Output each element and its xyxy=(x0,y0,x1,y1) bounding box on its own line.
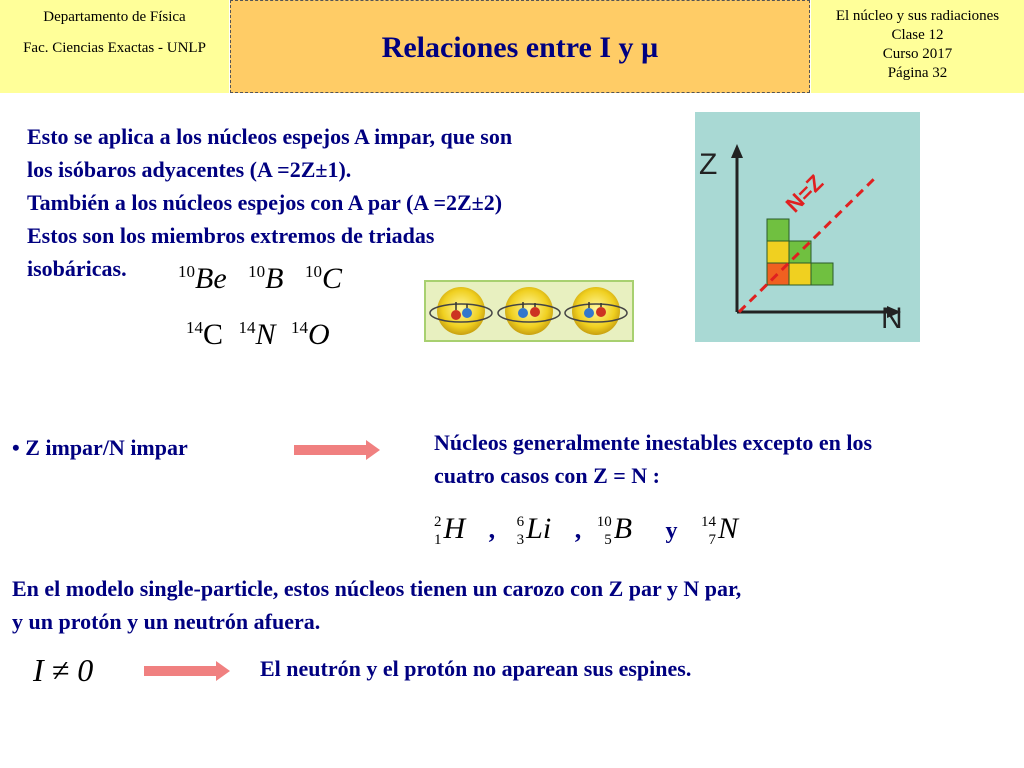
n-equals-z-label: N=Z xyxy=(780,169,829,218)
intro-line: isobáricas. xyxy=(27,256,127,281)
intro-paragraph xyxy=(27,120,687,285)
separator-comma: , xyxy=(488,515,496,544)
isobar-triad-a14 xyxy=(186,318,330,352)
result-line: Núcleos generalmente inestables excepto en los xyxy=(434,430,873,455)
isotope-be10: $^{10}$Be xyxy=(178,262,227,295)
isobar-triad-a10 xyxy=(178,262,342,296)
nuclide-h2: 2 1 H xyxy=(434,512,466,549)
conclusion-text: El neutrón y el protón no aparean sus espines. xyxy=(260,656,692,681)
intro-line: Esto se aplica a los núcleos espejos A impar, que son xyxy=(27,124,513,149)
odd-odd-bullet: • Z impar/N impar xyxy=(12,435,188,460)
intro-line: Estos son los miembros extremos de triadas xyxy=(27,223,435,248)
z-axis-label: Z xyxy=(699,148,718,181)
arrow-right-icon xyxy=(144,661,234,681)
isotope-c10: $^{10}$C xyxy=(304,262,342,295)
course-name: El núcleo y sus radiaciones xyxy=(835,8,1000,24)
class-number: Clase 12 xyxy=(891,27,944,43)
course-year: Curso 2017 xyxy=(882,46,953,62)
intro-line: También a los núcleos espejos con A par (A =2Z±2) xyxy=(27,190,503,215)
intro-line: los isóbaros adyacentes (A =2Z±1). xyxy=(27,157,352,182)
nuclide-li6: 6 3 Li xyxy=(516,512,552,549)
nucleus-2 xyxy=(498,287,560,335)
spin-formula: I ≠ 0 xyxy=(33,652,94,688)
isotope-o14: $^{14}$O xyxy=(291,318,330,351)
header-left-panel xyxy=(0,0,229,93)
arrow-right-icon xyxy=(294,440,384,460)
isotope-c14: $^{14}$C xyxy=(186,318,224,351)
odd-odd-result xyxy=(434,426,1014,492)
n-axis-label: N xyxy=(881,302,903,335)
nuclei-illustration-svg xyxy=(426,282,632,340)
isotope-b10: $^{10}$B xyxy=(248,262,284,295)
model-line: y un protón y un neutrón afuera. xyxy=(12,609,321,634)
nuclide-list xyxy=(434,512,738,549)
separator-and: y xyxy=(665,518,678,544)
nuclide-n14: 14 7 N xyxy=(701,512,739,549)
nuclide-b10: 10 5 B xyxy=(596,512,633,549)
header-title-panel xyxy=(230,0,810,93)
department-label: Departamento de Física xyxy=(43,9,186,25)
result-line: cuatro casos con Z = N : xyxy=(434,463,661,488)
separator-comma: , xyxy=(574,515,582,544)
isotope-n14: $^{14}$N xyxy=(238,318,276,351)
page-number: Página 32 xyxy=(887,65,948,81)
nucleus-3 xyxy=(565,287,627,335)
model-line: En el modelo single-particle, estos núcleos tienen un carozo con Z par y N par, xyxy=(12,576,742,601)
nuclei-illustration xyxy=(424,280,634,342)
z-n-diagram xyxy=(695,112,920,342)
page-title: Relaciones entre I y µ xyxy=(381,31,659,64)
header-right-panel xyxy=(811,0,1024,93)
model-paragraph xyxy=(12,572,1017,638)
z-axis-arrow-icon xyxy=(731,144,743,158)
faculty-label: Fac. Ciencias Exactas - UNLP xyxy=(23,40,206,56)
nucleus-1 xyxy=(430,287,492,335)
